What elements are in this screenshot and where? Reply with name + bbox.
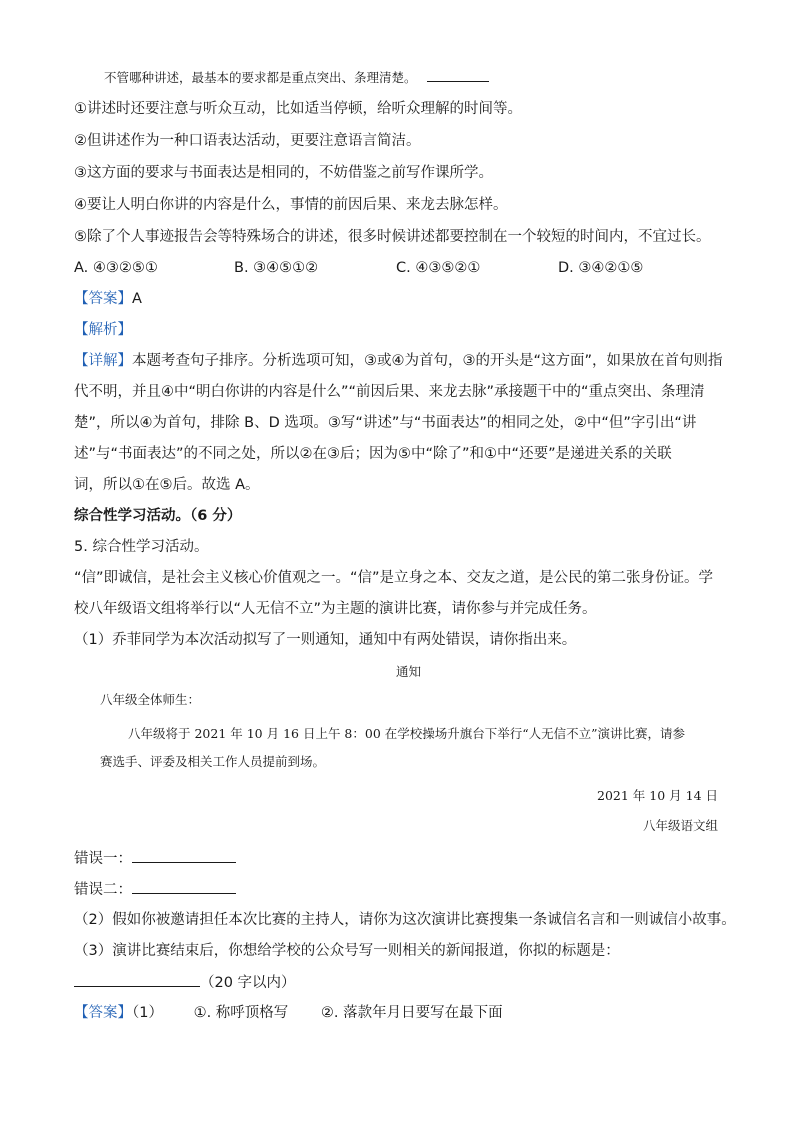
q4-item-4: ④要让人明白你讲的内容是什么，事情的前因后果、来龙去脉怎样。	[74, 197, 508, 213]
detail-line-3: 楚”，所以④为首句，排除 B、D 选项。③写“讲述”与“书面表达”的相同之处，②中“但”字引出“讲	[74, 415, 697, 431]
notice-signer: 八年级语文组	[642, 818, 718, 833]
answer-num: （1）	[132, 1005, 163, 1021]
error1-label: 错误一：	[74, 851, 132, 867]
notice-body-line-1: 八年级将于 2021 年 10 月 16 日上午 8：00 在学校操场升旗台下举行“人无信不立”演讲比赛，请参	[128, 726, 686, 741]
notice-salutation: 八年级全体师生：	[100, 692, 201, 707]
answer-tag: 【答案】	[74, 1005, 132, 1021]
detail-line-5: 词，所以①在⑤后。故选 A。	[74, 477, 260, 493]
section-title: 综合性学习活动。（6 分）	[74, 508, 242, 524]
error1-blank	[132, 848, 236, 863]
q4-stem-line	[104, 67, 489, 88]
q5-intro-line-1: “信”即诚信，是社会主义核心价值观之一。“信”是立身之本、交友之道，是公民的第二张身份证。学	[74, 570, 714, 586]
analysis-tag: 【解析】	[74, 322, 132, 338]
detail-line-4: 述”与“书面表达”的不同之处，所以②在③后；因为⑤中“除了”和①中“还要”是递进关系的关联	[74, 446, 672, 462]
detail-tag: 【详解】	[74, 353, 132, 369]
notice-body-line-2: 赛选手、评委及相关工作人员提前到场。	[100, 754, 326, 769]
answer-item-1: ①. 称呼顶格写	[193, 1005, 289, 1021]
q5-heading: 5. 综合性学习活动。	[74, 539, 209, 555]
notice-date: 2021 年 10 月 14 日	[597, 788, 718, 803]
q4-answer	[74, 289, 142, 309]
notice-title: 通知	[396, 664, 422, 679]
q4-option-c: C. ④③⑤②①	[396, 260, 481, 276]
detail-line-2: 代不明，并且④中“明白你讲的内容是什么”“前因后果、来龙去脉”承接题干中的“重点突出、条理清	[74, 384, 705, 400]
answer-item-2: ②. 落款年月日要写在最下面	[320, 1005, 503, 1021]
answer-tag: 【答案】	[74, 291, 132, 307]
error1-line	[74, 848, 236, 869]
q5-sub2: （2）假如你被邀请担任本次比赛的主持人，请你为这次演讲比赛搜集一条诚信名言和一则诚信小故事。	[74, 912, 736, 928]
q4-item-2: ②但讲述作为一种口语表达活动，更要注意语言简洁。	[74, 133, 421, 149]
q4-option-b: B. ③④⑤①②	[234, 260, 319, 276]
q4-option-a: A. ④③②⑤①	[74, 260, 158, 276]
q5-intro-line-2: 校八年级语文组将举行以“人无信不立”为主题的演讲比赛，请你参与并完成任务。	[74, 601, 597, 617]
q5-sub3: （3）演讲比赛结束后，你想给学校的公众号写一则相关的新闻报道，你拟的标题是：	[74, 943, 620, 959]
error2-blank	[132, 879, 236, 894]
q4-answer-blank	[427, 67, 489, 82]
answer-value: A	[132, 291, 142, 307]
error2-label: 错误二：	[74, 882, 132, 898]
q4-options	[74, 258, 714, 278]
q4-option-d: D. ③④②①⑤	[558, 260, 644, 276]
q4-item-3: ③这方面的要求与书面表达是相同的，不妨借鉴之前写作课所学。	[74, 165, 493, 181]
q4-stem: 不管哪种讲述，最基本的要求都是重点突出、条理清楚。	[104, 70, 417, 85]
q5-sub1: （1）乔菲同学为本次活动拟写了一则通知，通知中有两处错误，请你指出来。	[74, 632, 577, 648]
title-limit: （20 字以内）	[200, 975, 296, 991]
error2-line	[74, 879, 236, 900]
q5-answer	[74, 1003, 503, 1023]
detail-line-1	[74, 351, 723, 371]
detail-text: 本题考查句子排序。分析选项可知，③或④为首句，③的开头是“这方面”，如果放在首句则指	[132, 353, 723, 369]
title-answer-line	[74, 972, 296, 993]
title-blank	[74, 972, 200, 987]
q4-item-5: ⑤除了个人事迹报告会等特殊场合的讲述，很多时候讲述都要控制在一个较短的时间内，不宜过长。	[74, 229, 711, 245]
q4-item-1: ①讲述时还要注意与听众互动，比如适当停顿，给听众理解的时间等。	[74, 101, 522, 117]
